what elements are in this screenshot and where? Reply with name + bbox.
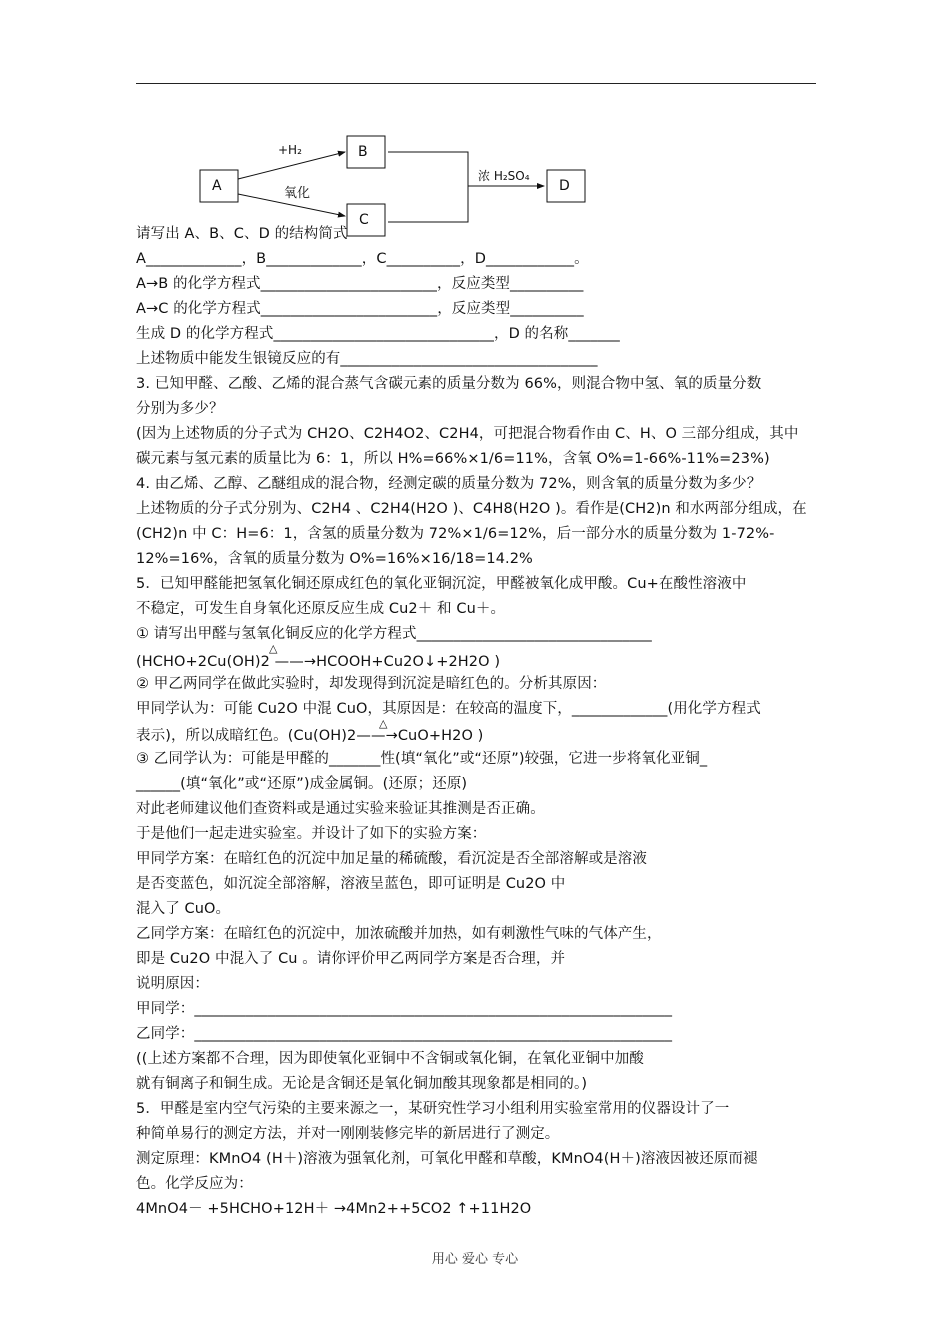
text-line: 请写出 A、B、C、D 的结构简式 — [136, 226, 348, 242]
text-line: 即是 Cu2O 中混入了 Cu 。请你评价甲乙两同学方案是否合理，并 — [136, 951, 566, 967]
text-line: (CH2)n 中 C：H=6：1，含氢的质量分数为 72%×1/6=12%，后一部分水的质量分数为 1-72%- — [136, 526, 775, 542]
text-line: ② 甲乙两同学在做此实验时，却发现得到沉淀是暗红色的。分析其原因： — [136, 676, 607, 692]
text-line: 混入了 CuO。 — [136, 901, 231, 917]
heat-mark: △ — [379, 717, 388, 730]
box-d-label: D — [559, 178, 570, 194]
box-a-label: A — [212, 178, 222, 194]
text-line: 测定原理：KMnO4 (H＋)溶液为强氧化剂，可氧化甲醛和草酸，KMnO4(H＋)溶液因被还原而褪 — [136, 1151, 758, 1167]
text-line: 3. 已知甲醛、乙酸、乙烯的混合蒸气含碳元素的质量分数为 66%，则混合物中氢、氧的质量分数 — [136, 376, 762, 392]
text-line: 甲同学认为：可能 Cu2O 中混 CuO，其原因是：在较高的温度下，_____________(用化学方程式 — [136, 701, 761, 717]
text-line: 5．甲醛是室内空气污染的主要来源之一，某研究性学习小组利用实验室常用的仪器设计了一 — [136, 1101, 730, 1117]
text-line: 5．已知甲醛能把氢氧化铜还原成红色的氧化亚铜沉淀，甲醛被氧化成甲酸。Cu+在酸性溶液中 — [136, 576, 747, 592]
text-line: (HCHO+2Cu(OH)2 ——→HCOOH+Cu2O↓+2H2O ) — [136, 654, 501, 670]
label-oxidation: 氧化 — [284, 186, 311, 201]
text-line: 表示)，所以成暗红色。(Cu(OH)2——→CuO+H2O ) — [136, 728, 484, 744]
heat-mark: △ — [269, 642, 278, 655]
text-line: A_____________，B_____________，C__________，D____________。 — [136, 251, 589, 267]
text-line: ① 请写出甲醛与氢氧化铜反应的化学方程式________________________________ — [136, 626, 652, 642]
text-line: (因为上述物质的分子式为 CH2O、C2H4O2、C2H4，可把混合物看作由 C、H、O 三部分组成，其中 — [136, 426, 799, 442]
text-line: 对此老师建议他们查资料或是通过实验来验证其推测是否正确。 — [136, 801, 545, 817]
text-line: 于是他们一起走进实验室。并设计了如下的实验方案： — [136, 826, 487, 842]
text-line: 色。化学反应为： — [136, 1176, 253, 1192]
box-b-label: B — [358, 144, 368, 160]
text-line: 就有铜离子和铜生成。无论是含铜还是氧化铜加酸其现象都是相同的。) — [136, 1076, 588, 1092]
text-line: 不稳定，可发生自身氧化还原反应生成 Cu2＋ 和 Cu＋。 — [136, 601, 506, 617]
text-line: ______(填“氧化”或“还原”)成金属铜。(还原；还原) — [136, 776, 468, 792]
text-line: ((上述方案都不合理，因为即使氧化亚铜中不含铜或氧化铜，在氧化亚铜中加酸 — [136, 1051, 644, 1067]
text-line: 种简单易行的测定方法，并对一刚刚装修完毕的新居进行了测定。 — [136, 1126, 560, 1142]
text-line: 上述物质中能发生银镜反应的有___________________________________ — [136, 351, 598, 367]
text-line: 碳元素与氢元素的质量比为 6：1，所以 H%=66%×1/6=11%，含氧 O%=1-66%-11%=23%) — [136, 451, 770, 467]
bracket-b-c — [388, 152, 468, 222]
text-line: 是否变蓝色，如沉淀全部溶解，溶液呈蓝色，即可证明是 Cu2O 中 — [136, 876, 566, 892]
text-line: ③ 乙同学认为：可能是甲醛的_______性(填“氧化”或“还原”)较强，它进一步将氧化亚铜_ — [136, 751, 708, 767]
text-line: 甲同学方案：在暗红色的沉淀中加足量的稀硫酸，看沉淀是否全部溶解或是溶液 — [136, 851, 647, 867]
page-footer: 用心 爱心 专心 — [431, 1252, 519, 1267]
text-line: 上述物质的分子式分别为、C2H4 、C2H4(H2O )、C4H8(H2O )。看作是(CH2)n 和水两部分组成，在 — [136, 501, 807, 517]
text-line: 生成 D 的化学方程式______________________________，D 的名称_______ — [136, 326, 620, 342]
answer-line-jia: 甲同学：_________________________________________________________________ — [136, 1001, 673, 1017]
header-rule — [136, 83, 816, 84]
text-line: 4. 由乙烯、乙醇、乙醚组成的混合物，经测定碳的质量分数为 72%，则含氧的质量分数为多少？ — [136, 476, 762, 492]
box-c-label: C — [359, 212, 369, 228]
label-conc-h2so4: 浓 H₂SO₄ — [478, 169, 530, 183]
text-line: A→C 的化学方程式________________________，反应类型__________ — [136, 301, 584, 317]
answer-line-yi: 乙同学：_________________________________________________________________ — [136, 1026, 673, 1042]
text-line: 4MnO4－ +5HCHO+12H＋ →4Mn2++5CO2 ↑+11H2O — [136, 1201, 532, 1217]
text-line: 12%=16%，含氧的质量分数为 O%=16%×16/18=14.2% — [136, 551, 533, 567]
text-line: 说明原因： — [136, 976, 209, 992]
text-line: 分别为多少？ — [136, 401, 224, 417]
text-line: A→B 的化学方程式________________________，反应类型__________ — [136, 276, 584, 292]
text-line: 乙同学方案：在暗红色的沉淀中，加浓硫酸并加热，如有刺激性气味的气体产生， — [136, 926, 662, 942]
label-h2: +H₂ — [278, 143, 302, 157]
